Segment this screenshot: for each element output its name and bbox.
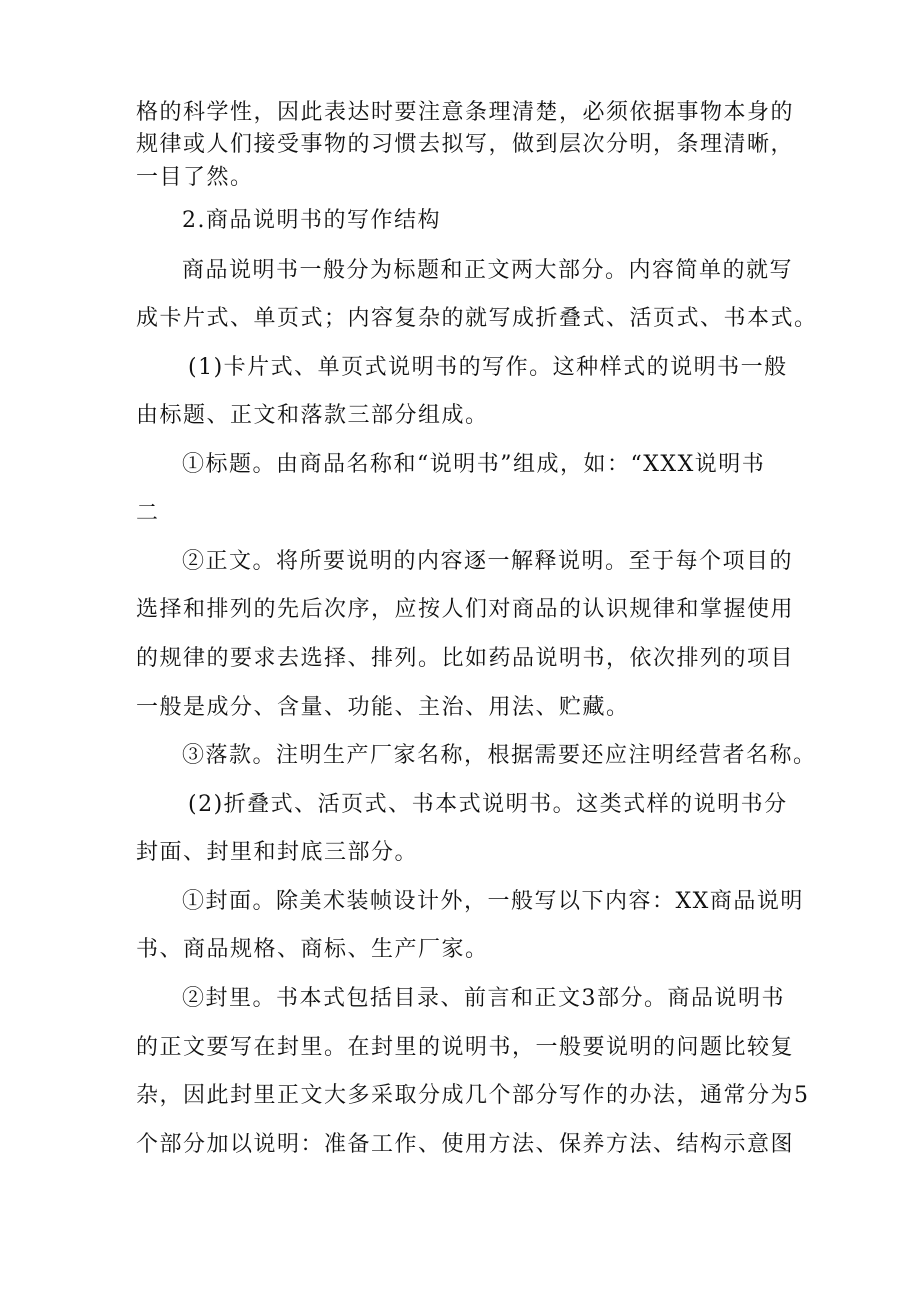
paragraph-line: 二 [136,501,160,526]
paragraph-line: 书、商品规格、商标、生产厂家。 [136,937,489,962]
text-line: 规律或人们接受事物的习惯去拟写，做到层次分明，条理清晰， [136,132,795,157]
paragraph-line: ②封里。书本式包括目录、前言和正文3部分。商品说明书 [182,986,785,1011]
paragraph-line: 成卡片式、单页式；内容复杂的就写成折叠式、活页式、书本式。 [136,306,818,331]
paragraph-line: ①标题。由商品名称和“说明书”组成，如：“XXX说明书 [182,452,766,477]
paragraph-line: 商品说明书一般分为标题和正文两大部分。内容简单的就写 [182,258,794,283]
paragraph-line: 一般是成分、含量、功能、主治、用法、贮藏。 [136,695,630,720]
text-line: 一目了然。 [136,165,254,190]
paragraph-line: 选择和排列的先后次序，应按人们对商品的认识规律和掌握使用 [136,597,795,622]
paragraph-line: 的正文要写在封里。在封里的说明书，一般要说明的问题比较复 [136,1035,795,1060]
paragraph-line: ②正文。将所要说明的内容逐一解释说明。至于每个项目的 [182,549,794,574]
section-heading: 2.商品说明书的写作结构 [182,208,441,233]
paragraph-line: ③落款。注明生产厂家名称，根据需要还应注明经营者名称。 [182,743,817,768]
paragraph-line: 的规律的要求去选择、排列。比如药品说明书，依次排列的项目 [136,646,795,671]
paragraph-line: (2)折叠式、活页式、书本式说明书。这类式样的说明书分 [188,792,788,817]
paragraph-line: (1)卡片式、单页式说明书的写作。这种样式的说明书一般 [188,355,788,380]
paragraph-line: 封面、封里和封底三部分。 [136,840,419,865]
paragraph-line: 个部分加以说明：准备工作、使用方法、保养方法、结构示意图 [136,1132,795,1157]
paragraph-line: 杂，因此封里正文大多采取分成几个部分写作的办法，通常分为5 [136,1083,810,1108]
paragraph-line: ①封面。除美术装帧设计外，一般写以下内容：XX商品说明 [182,889,804,914]
paragraph-line: 由标题、正文和落款三部分组成。 [136,403,489,428]
text-line: 格的科学性，因此表达时要注意条理清楚，必须依据事物本身的 [136,100,795,125]
